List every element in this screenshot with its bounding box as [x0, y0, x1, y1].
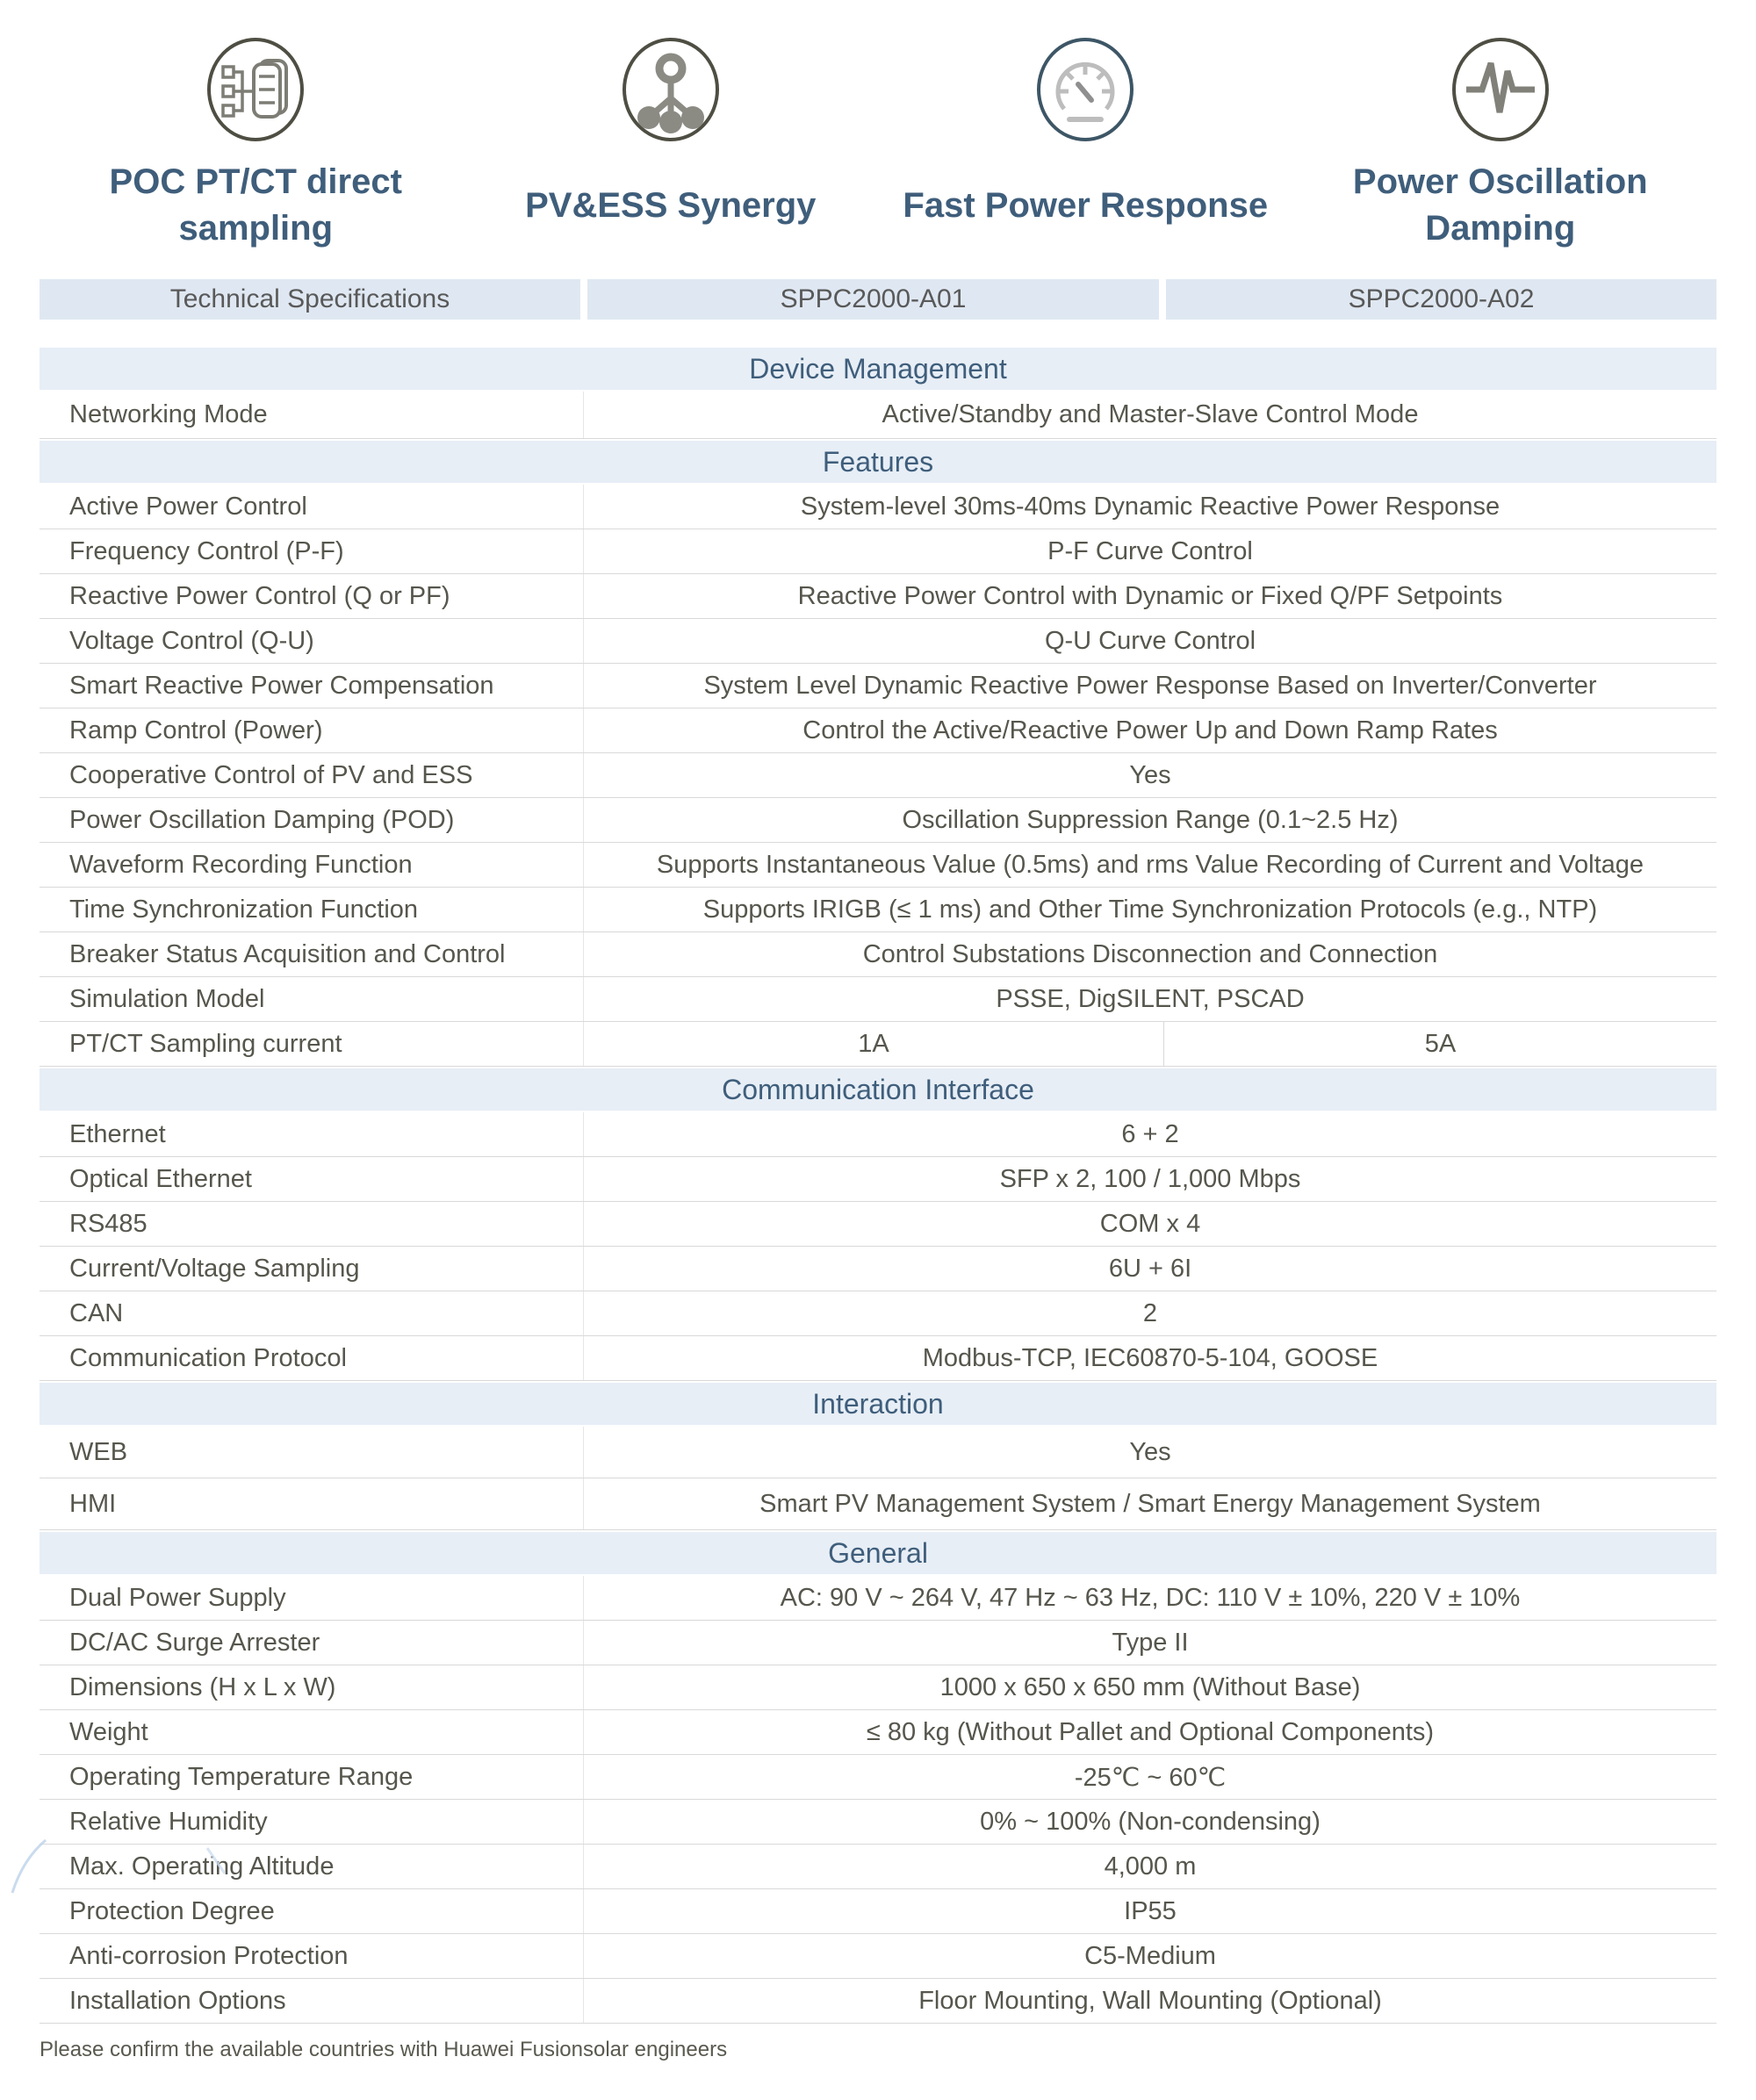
- spec-value: Active/Standby and Master-Slave Control Mode: [882, 400, 1419, 428]
- feature-fast-power-response: [878, 35, 1293, 256]
- table-row: [40, 529, 1716, 574]
- terminal-sampling-icon: [204, 35, 307, 144]
- table-row: [40, 1621, 1716, 1665]
- table-row: [40, 1889, 1716, 1934]
- feature-label: PV&ESS Synergy: [525, 185, 817, 225]
- table-row: [40, 1845, 1716, 1889]
- table-row: [40, 619, 1716, 664]
- spec-value: Q-U Curve Control: [1044, 626, 1256, 655]
- spec-value: AC: 90 V ~ 264 V, 47 Hz ~ 63 Hz, DC: 110 V ± 10%, 220 V ± 10%: [780, 1583, 1521, 1612]
- feature-label: Power Oscillation Damping: [1352, 162, 1648, 248]
- spec-label: RS485: [40, 1202, 584, 1246]
- spec-value: Smart PV Management System / Smart Energy Management System: [759, 1489, 1541, 1518]
- table-row: [40, 1157, 1716, 1202]
- section-title: Communication Interface: [40, 1067, 1716, 1112]
- feature-highlights: [48, 35, 1708, 256]
- spec-value: Floor Mounting, Wall Mounting (Optional): [918, 1986, 1382, 2015]
- spec-value: -25℃ ~ 60℃: [1074, 1763, 1227, 1792]
- section-title: Device Management: [40, 346, 1716, 392]
- table-header-specs: Technical Specifications: [40, 279, 580, 320]
- spec-label: Optical Ethernet: [40, 1157, 584, 1201]
- spec-label: Waveform Recording Function: [40, 843, 584, 887]
- table-row: [40, 1800, 1716, 1845]
- spec-label: Weight: [40, 1710, 584, 1754]
- table-row: [40, 798, 1716, 843]
- spec-value: System-level 30ms-40ms Dynamic Reactive Power Response: [800, 492, 1501, 521]
- feature-label: POC PT/CT direct sampling: [109, 162, 402, 248]
- footnote: Please confirm the available countries with Huawei Fusionsolar engineers: [40, 2038, 728, 2061]
- spec-label: Power Oscillation Damping (POD): [40, 798, 584, 842]
- table-row: [40, 753, 1716, 798]
- spec-value: P-F Curve Control: [1047, 536, 1253, 565]
- spec-value: COM x 4: [1099, 1209, 1201, 1238]
- spec-value: 6 + 2: [1121, 1119, 1179, 1148]
- spec-value: SFP x 2, 100 / 1,000 Mbps: [999, 1164, 1301, 1193]
- spec-value: Modbus-TCP, IEC60870-5-104, GOOSE: [922, 1343, 1378, 1372]
- spec-value: Yes: [1129, 1437, 1171, 1466]
- feature-poc-sampling: [48, 35, 464, 256]
- feature-label: Fast Power Response: [903, 185, 1269, 225]
- table-row: [40, 1710, 1716, 1755]
- table-row: [40, 1202, 1716, 1247]
- spec-value: IP55: [1124, 1896, 1177, 1925]
- table-row: [40, 1247, 1716, 1291]
- spec-value-a02: 5A: [1163, 1022, 1716, 1066]
- table-row: [40, 664, 1716, 708]
- table-header-row: [40, 279, 1716, 320]
- section-title: Features: [40, 439, 1716, 485]
- table-row: [40, 1336, 1716, 1381]
- spec-label: Current/Voltage Sampling: [40, 1247, 584, 1291]
- spec-value: Type II: [1112, 1628, 1189, 1657]
- table-row: [40, 1427, 1716, 1478]
- spec-value: Yes: [1129, 760, 1171, 789]
- spec-label: Installation Options: [40, 1979, 584, 2023]
- table-row: [40, 1934, 1716, 1979]
- spec-value: 1000 x 650 x 650 mm (Without Base): [939, 1672, 1361, 1701]
- section-communication-interface: [40, 1067, 1716, 1381]
- spec-label: Simulation Model: [40, 977, 584, 1021]
- spec-label: Reactive Power Control (Q or PF): [40, 574, 584, 618]
- section-title: General: [40, 1530, 1716, 1576]
- spec-label: WEB: [40, 1427, 584, 1478]
- section-features: [40, 439, 1716, 1067]
- table-row: [40, 843, 1716, 888]
- table-row: [40, 932, 1716, 977]
- spec-value: 6U + 6I: [1108, 1254, 1192, 1283]
- table-row: [40, 392, 1716, 439]
- spec-label: Active Power Control: [40, 485, 584, 529]
- spec-label: Dimensions (H x L x W): [40, 1665, 584, 1709]
- spec-label: PT/CT Sampling current: [40, 1022, 584, 1066]
- spec-label: Relative Humidity: [40, 1800, 584, 1844]
- spec-label: CAN: [40, 1291, 584, 1335]
- section-device-management: [40, 346, 1716, 439]
- table-row: [40, 888, 1716, 932]
- spec-value: Supports IRIGB (≤ 1 ms) and Other Time Synchronization Protocols (e.g., NTP): [702, 895, 1598, 924]
- spec-value: Reactive Power Control with Dynamic or Fixed Q/PF Setpoints: [797, 581, 1503, 610]
- spec-value: Oscillation Suppression Range (0.1~2.5 Hz): [902, 805, 1399, 834]
- spec-label: Frequency Control (P-F): [40, 529, 584, 573]
- spec-label: Communication Protocol: [40, 1336, 584, 1380]
- spec-label: Anti-corrosion Protection: [40, 1934, 584, 1978]
- spec-value: Supports Instantaneous Value (0.5ms) and rms Value Recording of Current and Voltage: [656, 850, 1644, 879]
- pulse-wave-icon: [1449, 35, 1552, 144]
- spec-label: Protection Degree: [40, 1889, 584, 1933]
- table-row: [40, 708, 1716, 753]
- spec-value: 0% ~ 100% (Non-condensing): [980, 1807, 1321, 1836]
- spec-value: PSSE, DigSILENT, PSCAD: [996, 984, 1305, 1013]
- spec-label: Ramp Control (Power): [40, 708, 584, 752]
- table-row: [40, 1665, 1716, 1710]
- spec-value: Control the Active/Reactive Power Up and Down Ramp Rates: [802, 716, 1498, 744]
- spec-label: Smart Reactive Power Compensation: [40, 664, 584, 708]
- gauge-icon: [1033, 35, 1137, 144]
- spec-table: [40, 279, 1716, 2024]
- spec-value: System Level Dynamic Reactive Power Response Based on Inverter/Converter: [703, 671, 1597, 700]
- spec-label: Breaker Status Acquisition and Control: [40, 932, 584, 976]
- table-header-model-a01: SPPC2000-A01: [587, 279, 1159, 320]
- spec-label: Time Synchronization Function: [40, 888, 584, 931]
- feature-pv-ess-synergy: [464, 35, 879, 256]
- spec-value: 2: [1142, 1298, 1158, 1327]
- spec-label: Dual Power Supply: [40, 1576, 584, 1620]
- table-row: [40, 1576, 1716, 1621]
- feature-power-oscillation-damping: [1293, 35, 1709, 256]
- network-nodes-icon: [619, 35, 723, 144]
- spec-label: Operating Temperature Range: [40, 1755, 584, 1799]
- spec-value: 4,000 m: [1104, 1852, 1197, 1881]
- spec-value-a01: 1A: [858, 1029, 889, 1058]
- section-title: Interaction: [40, 1381, 1716, 1427]
- spec-label: Voltage Control (Q-U): [40, 619, 584, 663]
- table-row: [40, 1291, 1716, 1336]
- table-row: [40, 1478, 1716, 1530]
- spec-label: DC/AC Surge Arrester: [40, 1621, 584, 1665]
- spec-label: HMI: [40, 1478, 584, 1529]
- spec-value: ≤ 80 kg (Without Pallet and Optional Components): [866, 1717, 1435, 1746]
- spec-label: Cooperative Control of PV and ESS: [40, 753, 584, 797]
- spec-value: Control Substations Disconnection and Connection: [862, 939, 1438, 968]
- table-row: [40, 1112, 1716, 1157]
- table-row-split: [40, 1022, 1716, 1067]
- table-row: [40, 1755, 1716, 1800]
- spec-value: C5-Medium: [1084, 1941, 1216, 1970]
- section-general: [40, 1530, 1716, 2024]
- spec-label: Ethernet: [40, 1112, 584, 1156]
- table-row: [40, 1979, 1716, 2024]
- table-row: [40, 485, 1716, 529]
- table-row: [40, 574, 1716, 619]
- spec-label: Max. Operating Altitude: [40, 1845, 584, 1888]
- section-interaction: [40, 1381, 1716, 1530]
- table-header-model-a02: SPPC2000-A02: [1166, 279, 1716, 320]
- table-row: [40, 977, 1716, 1022]
- spec-label: Networking Mode: [40, 392, 584, 438]
